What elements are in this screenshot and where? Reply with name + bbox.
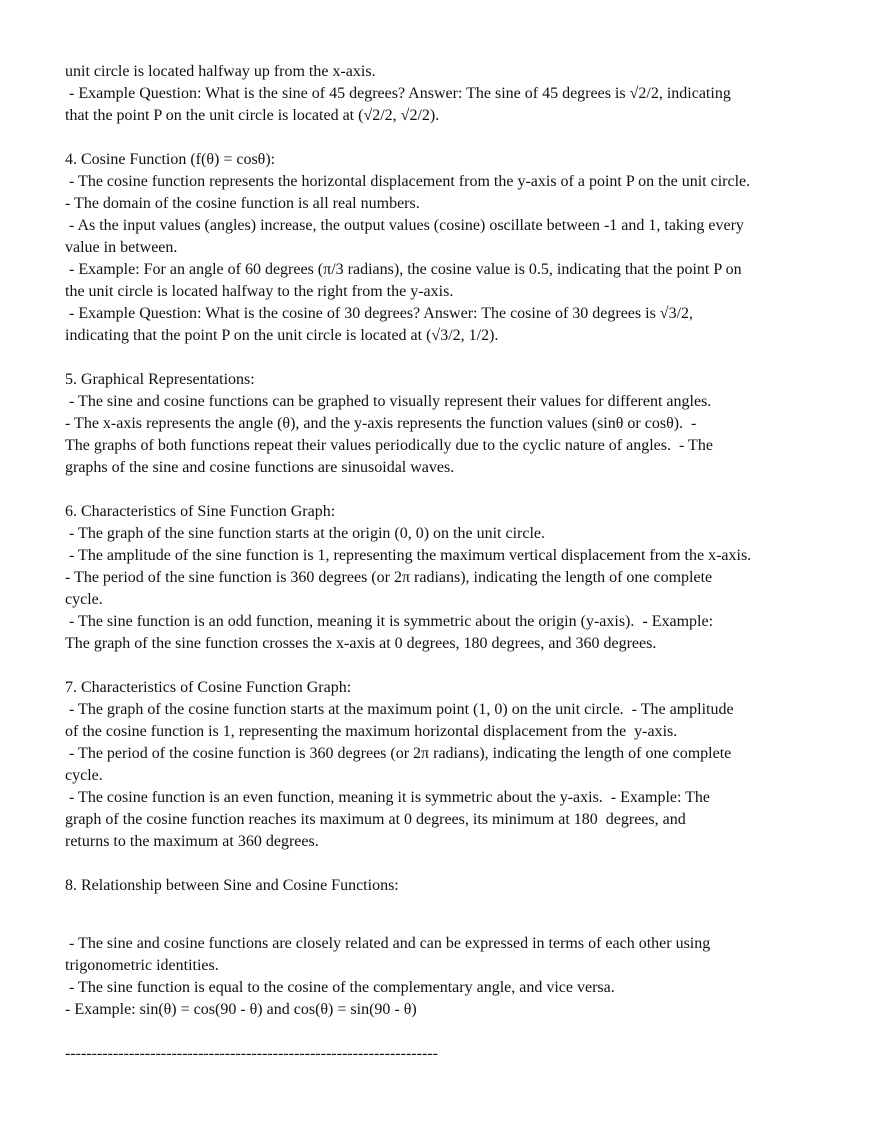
- text-line: The graph of the sine function crosses the x-axis at 0 degrees, 180 degrees, and 360 degrees.: [65, 635, 657, 652]
- section-heading: 7. Characteristics of Cosine Function Graph:: [65, 679, 352, 696]
- text-line: the unit circle is located halfway to the right from the y-axis.: [65, 283, 454, 300]
- blank-line: [65, 347, 855, 369]
- section-8: [65, 875, 855, 1065]
- section-heading: 4. Cosine Function (f(θ) = cosθ):: [65, 151, 276, 168]
- section-heading: 8. Relationship between Sine and Cosine Functions:: [65, 877, 399, 894]
- text-line: unit circle is located halfway up from the x-axis.: [65, 63, 376, 80]
- text-line: - The cosine function is an even function, meaning it is symmetric about the y-axis. - Example: The: [65, 789, 711, 806]
- blank-line: [65, 1021, 855, 1043]
- text-line: - The graph of the cosine function starts at the maximum point (1, 0) on the unit circle. - The amplitude: [65, 701, 734, 718]
- text-line: returns to the maximum at 360 degrees.: [65, 833, 319, 850]
- spacer: [65, 897, 855, 933]
- text-line: of the cosine function is 1, representing the maximum horizontal displacement from the y-axis.: [65, 723, 678, 740]
- text-line: - The period of the cosine function is 360 degrees (or 2π radians), indicating the length of one complete: [65, 745, 732, 762]
- text-line: - The x-axis represents the angle (θ), and the y-axis represents the function values (sinθ or cosθ). -: [65, 415, 697, 432]
- blank-line: [65, 853, 855, 875]
- text-line: - The sine and cosine functions are closely related and can be expressed in terms of each other using: [65, 935, 711, 952]
- section-block: [65, 501, 855, 677]
- text-line: indicating that the point P on the unit circle is located at (√3/2, 1/2).: [65, 327, 499, 344]
- text-line: - The sine and cosine functions can be graphed to visually represent their values for different angles.: [65, 393, 712, 410]
- section-heading: 5. Graphical Representations:: [65, 371, 255, 388]
- separator-line: ----------------------------------------------------------------------: [65, 1045, 438, 1062]
- text-line: - Example Question: What is the cosine of 30 degrees? Answer: The cosine of 30 degrees is √3/2,: [65, 305, 694, 322]
- text-line: graphs of the sine and cosine functions are sinusoidal waves.: [65, 459, 455, 476]
- document-body: [65, 61, 855, 875]
- document-page: [65, 61, 855, 1065]
- text-line: trigonometric identities.: [65, 957, 219, 974]
- section-block: [65, 61, 855, 149]
- blank-line: [65, 127, 855, 149]
- text-line: cycle.: [65, 591, 103, 608]
- section-heading: 6. Characteristics of Sine Function Graph:: [65, 503, 336, 520]
- text-line: - Example: For an angle of 60 degrees (π/3 radians), the cosine value is 0.5, indicating that the point P on: [65, 261, 742, 278]
- text-line: that the point P on the unit circle is located at (√2/2, √2/2).: [65, 107, 440, 124]
- blank-line: [65, 655, 855, 677]
- text-line: value in between.: [65, 239, 178, 256]
- section-block: [65, 149, 855, 369]
- text-line: - Example: sin(θ) = cos(90 - θ) and cos(θ) = sin(90 - θ): [65, 1001, 417, 1018]
- text-line: - The graph of the sine function starts at the origin (0, 0) on the unit circle.: [65, 525, 546, 542]
- text-line: - Example Question: What is the sine of 45 degrees? Answer: The sine of 45 degrees is √2/2, indicating: [65, 85, 731, 102]
- section-block: [65, 677, 855, 875]
- section-block: [65, 369, 855, 501]
- text-line: - The cosine function represents the horizontal displacement from the y-axis of a point P on the unit circle.: [65, 173, 751, 190]
- text-line: - As the input values (angles) increase, the output values (cosine) oscillate between -1 and 1, taking every: [65, 217, 744, 234]
- text-line: - The domain of the cosine function is all real numbers.: [65, 195, 420, 212]
- text-line: - The period of the sine function is 360 degrees (or 2π radians), indicating the length of one complete: [65, 569, 713, 586]
- text-line: The graphs of both functions repeat their values periodically due to the cyclic nature of angles. - The: [65, 437, 713, 454]
- text-line: cycle.: [65, 767, 103, 784]
- text-line: - The sine function is an odd function, meaning it is symmetric about the origin (y-axis). - Example:: [65, 613, 714, 630]
- text-line: - The amplitude of the sine function is 1, representing the maximum vertical displacement from the x-axis.: [65, 547, 752, 564]
- blank-line: [65, 479, 855, 501]
- text-line: - The sine function is equal to the cosine of the complementary angle, and vice versa.: [65, 979, 615, 996]
- text-line: graph of the cosine function reaches its maximum at 0 degrees, its minimum at 180 degrees, and: [65, 811, 686, 828]
